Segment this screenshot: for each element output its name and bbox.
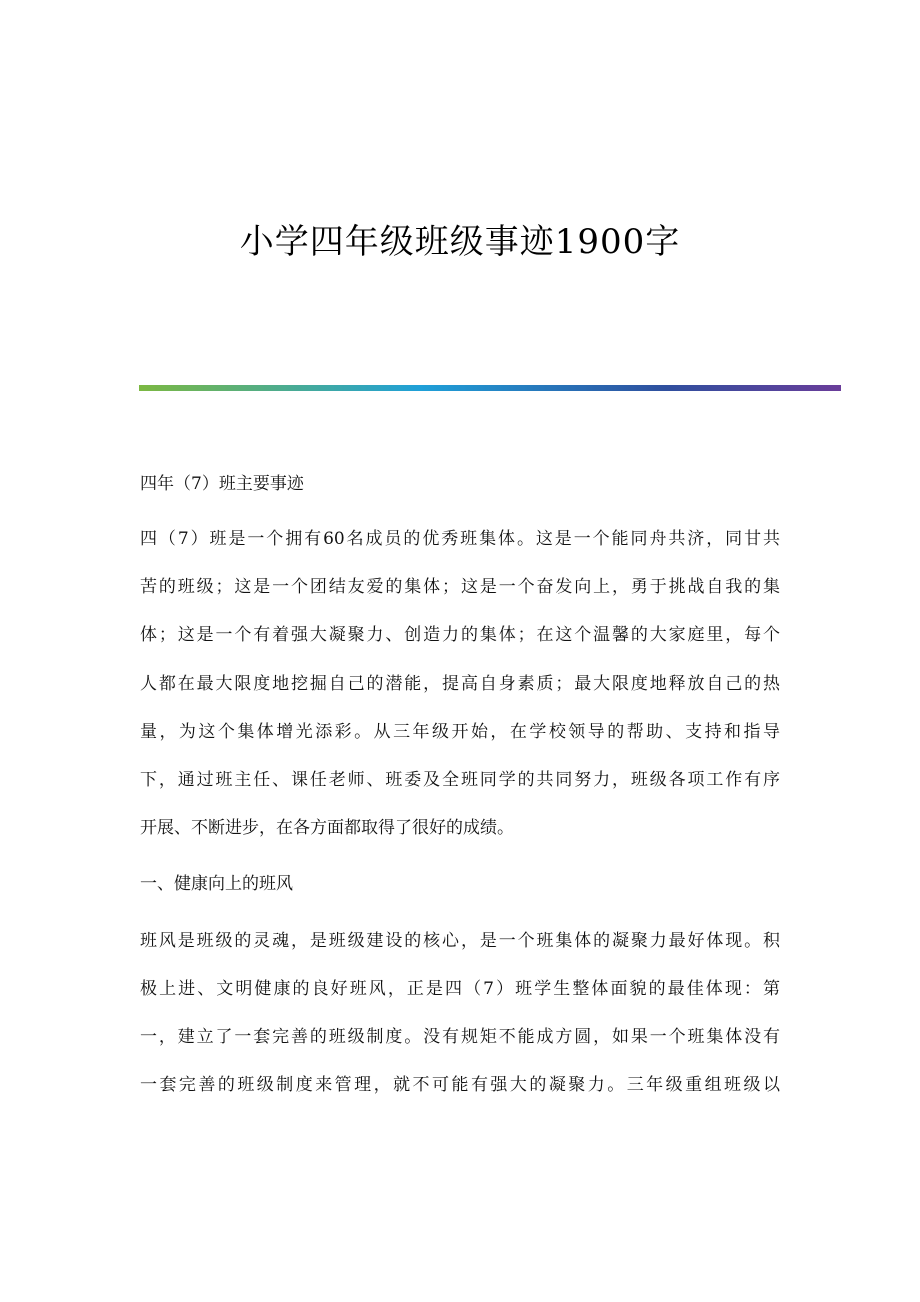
paragraph-line: 班风是班级的灵魂，是班级建设的核心，是一个班集体的凝聚力最好体现。积 <box>140 931 780 951</box>
paragraph-line: 一套完善的班级制度来管理，就不可能有强大的凝聚力。三年级重组班级以 <box>140 1075 780 1095</box>
section-heading-class-spirit: 一、健康向上的班风 <box>140 874 293 894</box>
paragraph-line: 苦的班级；这是一个团结友爱的集体；这是一个奋发向上，勇于挑战自我的集 <box>140 577 780 597</box>
paragraph-line: 极上进、文明健康的良好班风，正是四（7）班学生整体面貌的最佳体现：第 <box>140 979 780 999</box>
paragraph-line: 下，通过班主任、课任老师、班委及全班同学的共同努力，班级各项工作有序 <box>140 770 780 790</box>
paragraph-line: 量，为这个集体增光添彩。从三年级开始，在学校领导的帮助、支持和指导 <box>140 722 780 742</box>
gradient-divider <box>139 385 841 391</box>
paragraph-line: 四（7）班是一个拥有60名成员的优秀班集体。这是一个能同舟共济，同甘共 <box>140 529 780 549</box>
section-heading-main-deeds: 四年（7）班主要事迹 <box>140 474 304 494</box>
page-title: 小学四年级班级事迹1900字 <box>239 222 681 262</box>
paragraph-line: 体；这是一个有着强大凝聚力、创造力的集体；在这个温馨的大家庭里，每个 <box>140 625 780 645</box>
paragraph-line: 一，建立了一套完善的班级制度。没有规矩不能成方圆，如果一个班集体没有 <box>140 1027 780 1047</box>
paragraph-line: 开展、不断进步，在各方面都取得了很好的成绩。 <box>140 818 514 838</box>
paragraph-line: 人都在最大限度地挖掘自己的潜能，提高自身素质；最大限度地释放自己的热 <box>140 674 780 694</box>
